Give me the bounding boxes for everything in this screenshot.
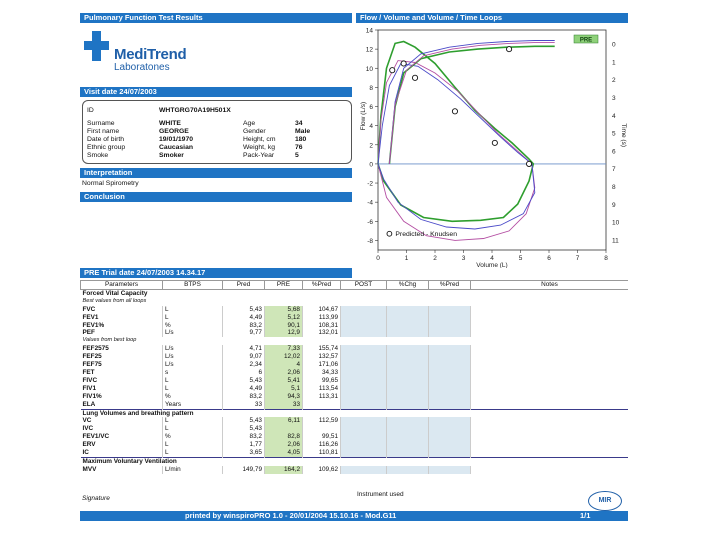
table-cell: 109,62 [303, 466, 341, 474]
table-row [81, 441, 629, 449]
table-cell [471, 425, 629, 433]
table-cell: 1,77 [223, 441, 265, 449]
x-tick-label: 6 [547, 255, 551, 262]
y2-axis-label: Time (s) [620, 123, 627, 148]
table-cell [471, 441, 629, 449]
table-cell [387, 441, 429, 449]
patient-l2-4: Pack-Year [243, 152, 275, 159]
y2-tick-label: 10 [612, 219, 620, 227]
patient-v2-0: 34 [295, 120, 303, 127]
table-cell: L/s [163, 329, 223, 337]
table-cell [387, 322, 429, 330]
table-cell [429, 466, 471, 474]
y2-tick-label: 7 [612, 166, 616, 174]
col-header: BTPS [163, 281, 223, 290]
patient-v2-2: 180 [295, 136, 307, 143]
legend-marker [387, 231, 392, 236]
y-tick-label: 12 [365, 46, 373, 54]
table-cell [341, 466, 387, 474]
visit-date: Visit date 24/07/2003 [84, 87, 157, 96]
table-cell: 6 [223, 369, 265, 377]
table-cell [341, 361, 387, 369]
table-cell [265, 425, 303, 433]
y2-tick-label: 2 [612, 77, 616, 85]
table-cell: 112,59 [303, 417, 341, 425]
table-cell: L [163, 385, 223, 393]
table-cell [387, 377, 429, 385]
table-cell [341, 345, 387, 353]
table-cell [341, 401, 387, 409]
predicted-marker [526, 161, 531, 166]
table-cell [471, 385, 629, 393]
table-cell [387, 433, 429, 441]
table-cell: 90,1 [265, 322, 303, 330]
table-cell: 99,65 [303, 377, 341, 385]
y2-tick-label: 9 [612, 201, 616, 209]
y-tick-label: 4 [369, 123, 373, 131]
table-cell [429, 306, 471, 314]
table-cell: 113,31 [303, 393, 341, 401]
table-cell [429, 345, 471, 353]
table-cell [429, 329, 471, 337]
table-cell [341, 322, 387, 330]
table-cell: 6,11 [265, 417, 303, 425]
table-cell: ERV [81, 441, 163, 449]
results-table [80, 280, 628, 474]
table-cell [471, 393, 629, 401]
table-cell: % [163, 322, 223, 330]
table-cell: FEV1 [81, 314, 163, 322]
y2-tick-label: 5 [612, 130, 616, 138]
table-cell: L [163, 425, 223, 433]
patient-v1-4: Smoker [159, 152, 184, 159]
table-cell: 5,43 [223, 377, 265, 385]
table-cell [387, 449, 429, 457]
table-cell: 5,41 [265, 377, 303, 385]
table-cell [387, 369, 429, 377]
conclusion-label: Conclusion [84, 192, 125, 201]
predicted-marker [492, 140, 497, 145]
table-cell: 132,01 [303, 329, 341, 337]
col-header: %Chg [387, 281, 429, 290]
table-cell [429, 441, 471, 449]
interpretation-label: Interpretation [84, 168, 133, 177]
table-cell: 5,12 [265, 314, 303, 322]
instrument-label: Instrument used [357, 491, 404, 498]
table-cell: 116,26 [303, 441, 341, 449]
section-title: Forced Vital Capacity [81, 289, 629, 297]
table-cell [429, 449, 471, 457]
table-cell [429, 385, 471, 393]
table-cell: 171,06 [303, 361, 341, 369]
table-cell [471, 345, 629, 353]
patient-v2-4: 5 [295, 152, 299, 159]
patient-l1-4: Smoke [87, 152, 109, 159]
chart-title-bar [356, 13, 628, 23]
patient-v2-1: Male [295, 128, 311, 135]
y-tick-label: 6 [369, 104, 373, 112]
table-cell: FEF2575 [81, 345, 163, 353]
table-cell: 7,33 [265, 345, 303, 353]
col-header: PRE [265, 281, 303, 290]
table-cell [387, 466, 429, 474]
patient-v2-3: 76 [295, 144, 303, 151]
table-cell [471, 369, 629, 377]
subsection-title: Best values from all loops [82, 297, 147, 304]
table-cell: 33 [223, 401, 265, 409]
table-cell [429, 417, 471, 425]
y-tick-label: -6 [367, 218, 373, 226]
table-cell: ELA [81, 401, 163, 409]
table-cell: FEF75 [81, 361, 163, 369]
table-cell [341, 353, 387, 361]
section-title: Maximum Voluntary Ventilation [81, 457, 629, 465]
table-cell: 12,9 [265, 329, 303, 337]
table-cell [429, 393, 471, 401]
id-label: ID [87, 107, 94, 114]
table-cell: 4,71 [223, 345, 265, 353]
table-cell: FEV1/VC [81, 433, 163, 441]
table-row [81, 369, 629, 377]
print-bar [80, 511, 628, 521]
table-cell: 2,06 [265, 369, 303, 377]
table-cell [471, 306, 629, 314]
pre-badge-label: PRE [579, 37, 593, 44]
table-cell [471, 466, 629, 474]
patient-v1-1: GEORGE [159, 128, 189, 135]
table-cell: 113,54 [303, 385, 341, 393]
report-title: Pulmonary Function Test Results [84, 13, 203, 22]
table-cell: MVV [81, 466, 163, 474]
table-cell: FIV1% [81, 393, 163, 401]
table-cell [471, 433, 629, 441]
y-tick-label: 8 [369, 84, 373, 92]
table-row [81, 314, 629, 322]
y-axis-label: Flow (L/s) [360, 101, 367, 131]
table-cell [387, 401, 429, 409]
table-cell: 9,07 [223, 353, 265, 361]
table-cell [471, 314, 629, 322]
table-cell: FIV1 [81, 385, 163, 393]
table-cell: L/s [163, 361, 223, 369]
plot-area [378, 30, 606, 250]
patient-l2-0: Age [243, 120, 256, 127]
table-row [81, 345, 629, 353]
predicted-marker [452, 109, 457, 114]
col-header: %Pred [303, 281, 341, 290]
table-cell [471, 401, 629, 409]
table-cell [471, 377, 629, 385]
table-cell: 83,2 [223, 322, 265, 330]
table-cell: 164,2 [265, 466, 303, 474]
table-row [81, 337, 629, 345]
table-cell: 82,8 [265, 433, 303, 441]
table-cell: 113,99 [303, 314, 341, 322]
y-tick-label: -4 [367, 199, 373, 207]
trial-bar [80, 268, 352, 278]
table-cell [387, 361, 429, 369]
table-cell [341, 329, 387, 337]
table-cell: 3,65 [223, 449, 265, 457]
page-number: 1/1 [580, 511, 591, 520]
table-row [81, 466, 629, 474]
predicted-marker [401, 61, 406, 66]
table-cell [341, 433, 387, 441]
table-cell: FEF25 [81, 353, 163, 361]
table-row [81, 401, 629, 409]
table-cell: 5,43 [223, 425, 265, 433]
table-cell: IC [81, 449, 163, 457]
col-header: POST [341, 281, 387, 290]
table-cell: 9,77 [223, 329, 265, 337]
chart-title: Flow / Volume and Volume / Time Loops [360, 13, 503, 22]
table-cell [429, 361, 471, 369]
table-cell: 110,81 [303, 449, 341, 457]
patient-l1-0: Surname [87, 120, 115, 127]
table-cell [387, 417, 429, 425]
table-row [81, 385, 629, 393]
table-cell: 33 [265, 401, 303, 409]
table-cell [303, 401, 341, 409]
table-cell [429, 369, 471, 377]
table-cell [429, 433, 471, 441]
table-cell: 99,51 [303, 433, 341, 441]
table-cell: 132,57 [303, 353, 341, 361]
table-cell [429, 377, 471, 385]
x-tick-label: 1 [404, 255, 409, 262]
table-cell: 108,31 [303, 322, 341, 330]
table-cell [429, 425, 471, 433]
trial-date: PRE Trial date 24/07/2003 14.34.17 [84, 268, 206, 277]
conclusion-bar [80, 192, 352, 202]
table-cell [387, 345, 429, 353]
table-cell: 5,43 [223, 306, 265, 314]
table-cell [341, 377, 387, 385]
patient-l2-1: Gender [243, 128, 266, 135]
table-cell: FIVC [81, 377, 163, 385]
table-cell [471, 449, 629, 457]
y-tick-label: -8 [367, 237, 373, 245]
table-cell: 83,2 [223, 433, 265, 441]
table-cell: 2,06 [265, 441, 303, 449]
table-cell: 5,43 [223, 417, 265, 425]
table-cell [341, 306, 387, 314]
table-cell: % [163, 393, 223, 401]
table-cell: 104,67 [303, 306, 341, 314]
table-cell: FEV1% [81, 322, 163, 330]
x-axis-label: Volume (L) [476, 262, 508, 268]
table-row [81, 306, 629, 314]
table-row [81, 457, 629, 465]
col-header: Parameters [81, 281, 163, 290]
company-logo [84, 31, 224, 77]
report-title-bar [80, 13, 352, 23]
table-cell [387, 329, 429, 337]
table-row [81, 322, 629, 330]
table-cell [471, 361, 629, 369]
table-row [81, 409, 629, 417]
x-tick-label: 2 [433, 255, 437, 262]
y2-tick-label: 4 [612, 112, 616, 120]
table-cell: 4 [265, 361, 303, 369]
section-title: Lung Volumes and breathing pattern [81, 409, 629, 417]
mir-logo [588, 491, 622, 511]
table-row [81, 449, 629, 457]
table-cell: L/min [163, 466, 223, 474]
predicted-marker [412, 75, 417, 80]
table-cell: PEF [81, 329, 163, 337]
flow-volume-chart [356, 24, 628, 268]
table-cell [429, 322, 471, 330]
visit-bar [80, 87, 352, 97]
table-cell [387, 353, 429, 361]
x-tick-label: 7 [575, 255, 580, 262]
y-tick-label: 2 [369, 142, 373, 150]
table-row [81, 353, 629, 361]
y-tick-label: -2 [367, 180, 373, 188]
table-cell [341, 393, 387, 401]
interpretation-bar [80, 168, 352, 178]
signature-label: Signature [82, 495, 110, 502]
col-header: Notes [471, 281, 629, 290]
patient-l1-2: Date of birth [87, 136, 125, 143]
table-cell [341, 425, 387, 433]
y2-tick-label: 1 [612, 59, 616, 67]
patient-box [82, 100, 352, 164]
predicted-marker [390, 68, 395, 73]
table-cell: FET [81, 369, 163, 377]
x-tick-label: 0 [376, 255, 380, 262]
table-cell: % [163, 433, 223, 441]
x-tick-label: 5 [518, 255, 523, 262]
table-cell: L/s [163, 345, 223, 353]
table-cell [429, 353, 471, 361]
y2-tick-label: 0 [612, 41, 616, 49]
table-cell: 4,49 [223, 385, 265, 393]
table-cell [471, 329, 629, 337]
id-value: WHTGRG70A19H501X [159, 107, 231, 114]
col-header: %Pred [429, 281, 471, 290]
table-cell: 83,2 [223, 393, 265, 401]
table-cell: L/s [163, 353, 223, 361]
table-row [81, 377, 629, 385]
table-cell: L [163, 417, 223, 425]
table-cell: 4,49 [223, 314, 265, 322]
table-cell [341, 385, 387, 393]
patient-l2-3: Weight, kg [243, 144, 275, 151]
x-tick-label: 3 [461, 255, 466, 262]
table-cell [429, 314, 471, 322]
table-cell [387, 306, 429, 314]
table-cell: FVC [81, 306, 163, 314]
table-cell [341, 369, 387, 377]
table-row [81, 298, 629, 306]
x-tick-label: 8 [604, 255, 608, 262]
interpretation-text: Normal Spirometry [82, 180, 139, 187]
table-cell [303, 425, 341, 433]
table-cell: IVC [81, 425, 163, 433]
logo-name: MediTrend [114, 46, 187, 63]
y-tick-label: 10 [365, 65, 373, 73]
table-cell: s [163, 369, 223, 377]
patient-l1-3: Ethnic group [87, 144, 126, 151]
table-cell: Years [163, 401, 223, 409]
table-cell: 2,34 [223, 361, 265, 369]
y2-tick-label: 11 [612, 237, 619, 245]
x-tick-label: 4 [490, 255, 494, 262]
y-tick-label: 14 [365, 27, 373, 35]
y-tick-label: 0 [369, 161, 373, 169]
table-cell: 12,02 [265, 353, 303, 361]
table-cell [341, 441, 387, 449]
table-cell: 4,05 [265, 449, 303, 457]
table-row [81, 433, 629, 441]
table-cell [429, 401, 471, 409]
printed-by: printed by winspiroPRO 1.0 - 20/01/2004 15.10.16 - Mod.G11 [185, 511, 397, 520]
results-table-wrap [80, 280, 628, 488]
subsection-title: Values from best loop [82, 337, 137, 344]
table-cell: L [163, 377, 223, 385]
table-cell [341, 314, 387, 322]
table-cell: 94,3 [265, 393, 303, 401]
table-cell [341, 417, 387, 425]
patient-v1-2: 19/01/1970 [159, 136, 194, 143]
table-cell: 149,79 [223, 466, 265, 474]
table-cell [471, 322, 629, 330]
table-row [81, 329, 629, 337]
table-row [81, 425, 629, 433]
table-cell [387, 314, 429, 322]
patient-v1-3: Caucasian [159, 144, 194, 151]
table-cell [387, 385, 429, 393]
logo-sub: Laboratones [114, 62, 170, 73]
patient-l1-1: First name [87, 128, 120, 135]
table-row [81, 289, 629, 297]
legend-label: Predicted - Knudsen [395, 231, 457, 239]
table-row [81, 417, 629, 425]
predicted-marker [507, 47, 512, 52]
table-cell [341, 449, 387, 457]
patient-l2-2: Height, cm [243, 136, 276, 143]
table-cell: L [163, 314, 223, 322]
table-row [81, 361, 629, 369]
table-cell: 5,1 [265, 385, 303, 393]
table-cell [387, 393, 429, 401]
table-cell [471, 353, 629, 361]
y2-tick-label: 8 [612, 184, 616, 192]
table-cell: 34,33 [303, 369, 341, 377]
y2-tick-label: 6 [612, 148, 616, 156]
table-cell [471, 417, 629, 425]
table-cell: L [163, 306, 223, 314]
table-cell: L [163, 449, 223, 457]
table-cell: 155,74 [303, 345, 341, 353]
y2-tick-label: 3 [612, 94, 616, 102]
logo-cross-horizontal [84, 41, 109, 50]
table-cell [387, 425, 429, 433]
table-cell: 5,68 [265, 306, 303, 314]
patient-v1-0: WHITE [159, 120, 181, 127]
table-cell: VC [81, 417, 163, 425]
mir-logo-text: MIR [598, 497, 612, 504]
table-row [81, 393, 629, 401]
table-cell: L [163, 441, 223, 449]
col-header: Pred [223, 281, 265, 290]
